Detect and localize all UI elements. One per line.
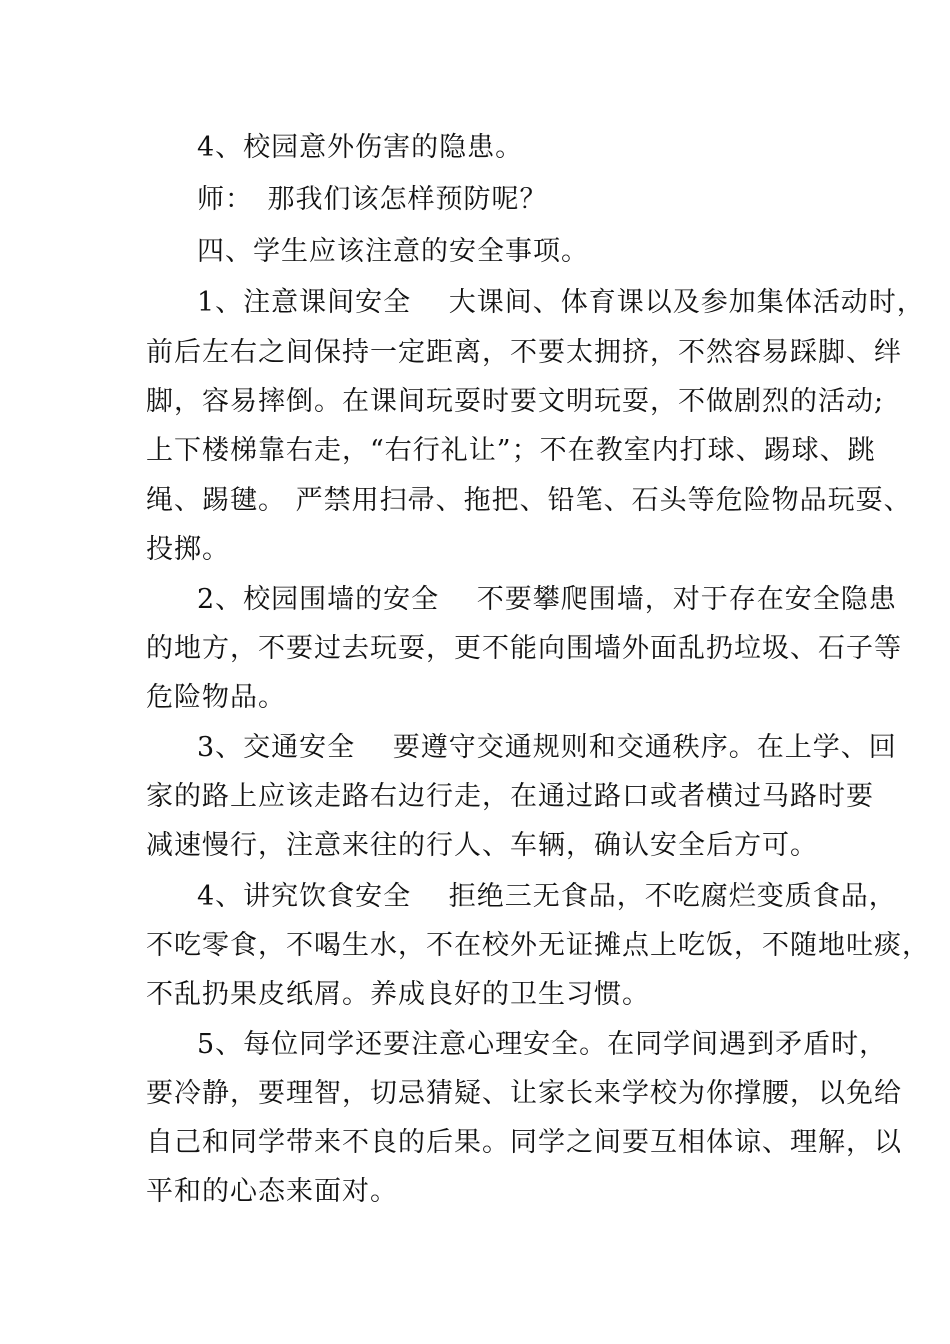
paragraph-line: 不吃零食，不喝生水，不在校外无证摊点上吃饭，不随地吐痰，: [146, 930, 930, 961]
paragraph-line: 的地方，不要过去玩耍，更不能向围墙外面乱扔垃圾、石子等: [146, 633, 902, 664]
paragraph-line: 投掷。: [146, 534, 230, 565]
paragraph-line: 2、校园围墙的安全 不要攀爬围墙，对于存在安全隐患: [197, 584, 897, 615]
paragraph-line: 绳、踢毽。 严禁用扫帚、拖把、铅笔、石头等危险物品玩耍、: [146, 485, 912, 516]
paragraph-line: 4、讲究饮食安全 拒绝三无食品，不吃腐烂变质食品，: [197, 881, 897, 912]
teacher-question: 师： 那我们该怎样预防呢？: [197, 184, 548, 215]
paragraph-line: 自己和同学带来不良的后果。同学之间要互相体谅、理解，以: [146, 1127, 902, 1158]
paragraph-line: 危险物品。: [146, 682, 286, 713]
paragraph-line: 3、交通安全 要遵守交通规则和交通秩序。在上学、回: [197, 732, 897, 763]
paragraph-line: 不乱扔果皮纸屑。养成良好的卫生习惯。: [146, 979, 650, 1010]
paragraph-line: 减速慢行，注意来往的行人、车辆，确认安全后方可。: [146, 830, 818, 861]
section-heading-safety-items: 四、学生应该注意的安全事项。: [197, 236, 589, 267]
paragraph-line: 1、注意课间安全 大课间、体育课以及参加集体活动时，: [197, 287, 925, 318]
paragraph-line: 5、每位同学还要注意心理安全。在同学间遇到矛盾时，: [197, 1029, 888, 1060]
paragraph-line: 要冷静，要理智，切忌猜疑、让家长来学校为你撑腰，以免给: [146, 1078, 902, 1109]
paragraph-line: 上下楼梯靠右走，“右行礼让”；不在教室内打球、踢球、跳: [146, 435, 876, 466]
paragraph-line: 平和的心态来面对。: [146, 1176, 398, 1207]
paragraph-line: 脚，容易摔倒。在课间玩耍时要文明玩耍，不做剧烈的活动;: [146, 386, 885, 417]
paragraph-line: 前后左右之间保持一定距离，不要太拥挤，不然容易踩脚、绊: [146, 337, 902, 368]
paragraph-line: 家的路上应该走路右边行走，在通过路口或者横过马路时要: [146, 781, 874, 812]
section-item-hazards: 4、校园意外伤害的隐患。: [197, 132, 524, 163]
